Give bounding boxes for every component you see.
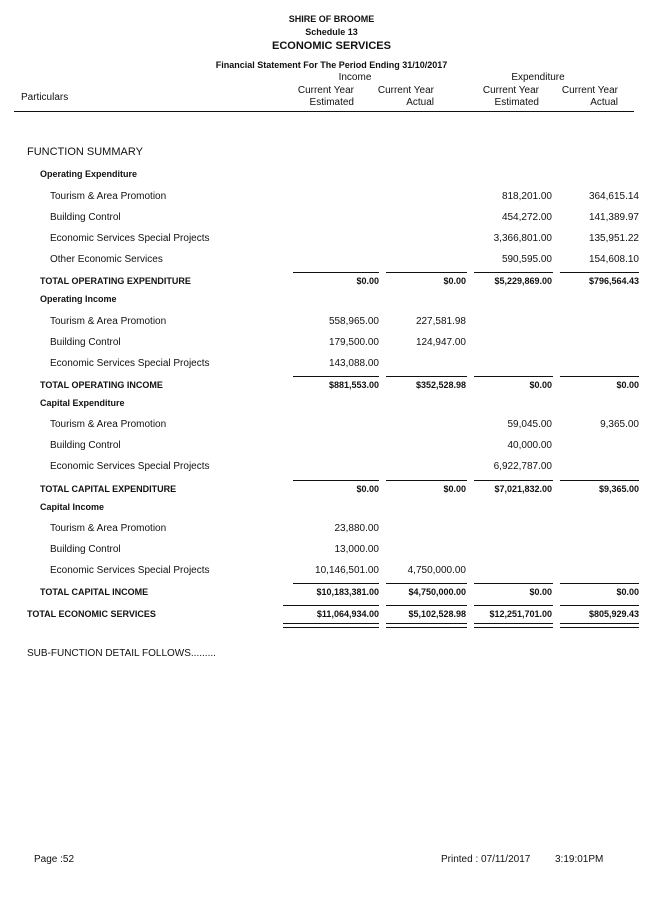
section-heading: Capital Income [40, 502, 105, 512]
expenditure-header: Expenditure [511, 72, 565, 83]
table-row: Building Control 179,500.00 124,947.00 [50, 337, 466, 348]
table-row: Economic Services Special Projects 10,146,501.00 4,750,000.00 [50, 565, 466, 576]
grand-total-rule [474, 605, 553, 606]
function-summary-heading: FUNCTION SUMMARY [27, 146, 143, 158]
section-heading: Operating Expenditure [40, 169, 138, 179]
double-underline [474, 623, 553, 628]
statement-subtitle: Financial Statement For The Period Ending 31/10/2017 [215, 60, 448, 70]
total-rule [293, 480, 379, 481]
expenditure-actual-header: Current Year Actual [561, 85, 618, 108]
printed-date: Printed : 07/11/2017 [441, 854, 531, 865]
total-row: TOTAL OPERATING INCOME $881,553.00 $352,528.98 $0.00 $0.00 [40, 380, 639, 390]
sub-function-note: SUB-FUNCTION DETAIL FOLLOWS......... [27, 648, 216, 659]
printed-time: 3:19:01PM [555, 854, 604, 865]
total-rule [474, 272, 553, 273]
section-heading: Capital Expenditure [40, 398, 125, 408]
grand-total-rule [386, 605, 467, 606]
double-underline [283, 623, 379, 628]
grand-total-rule [283, 605, 379, 606]
total-rule [293, 272, 379, 273]
total-rule [386, 272, 467, 273]
total-row: TOTAL CAPITAL INCOME $10,183,381.00 $4,750,000.00 $0.00 $0.00 [40, 587, 639, 597]
total-rule [386, 583, 467, 584]
total-rule [386, 376, 467, 377]
table-row: Building Control 40,000.00 [50, 440, 552, 451]
table-row: Tourism & Area Promotion 558,965.00 227,581.98 [50, 316, 466, 327]
total-rule [560, 583, 639, 584]
total-rule [474, 376, 553, 377]
expenditure-estimated-header: Current Year Estimated [482, 85, 539, 108]
table-row: Economic Services Special Projects 3,366,801.00 135,951.22 [50, 233, 639, 244]
income-actual-header: Current Year Actual [377, 85, 434, 108]
org-name: SHIRE OF BROOME [288, 14, 375, 24]
double-underline [386, 623, 467, 628]
table-row: Tourism & Area Promotion 59,045.00 9,365.00 [50, 419, 639, 430]
table-row: Economic Services Special Projects 6,922,787.00 [50, 461, 552, 472]
total-rule [293, 376, 379, 377]
grand-total-rule [560, 605, 639, 606]
total-rule [560, 272, 639, 273]
total-row: TOTAL OPERATING EXPENDITURE $0.00 $0.00 $5,229,869.00 $796,564.43 [40, 276, 639, 286]
total-rule [293, 583, 379, 584]
total-rule [560, 376, 639, 377]
particulars-header: Particulars [21, 92, 69, 103]
total-rule [386, 480, 467, 481]
table-row: Tourism & Area Promotion 23,880.00 [50, 523, 379, 534]
schedule-label: Schedule 13 [305, 27, 358, 37]
header-rule [14, 111, 634, 112]
page-number: Page :52 [34, 854, 75, 865]
double-underline [560, 623, 639, 628]
total-rule [474, 480, 553, 481]
income-estimated-header: Current Year Estimated [297, 85, 354, 108]
total-row: TOTAL CAPITAL EXPENDITURE $0.00 $0.00 $7,021,832.00 $9,365.00 [40, 484, 639, 494]
table-row: Economic Services Special Projects 143,088.00 [50, 358, 379, 369]
total-rule [560, 480, 639, 481]
income-header: Income [338, 72, 372, 83]
table-row: Building Control 454,272.00 141,389.97 [50, 212, 639, 223]
table-row: Other Economic Services 590,595.00 154,608.10 [50, 254, 639, 265]
section-heading: Operating Income [40, 294, 117, 304]
grand-total-row: TOTAL ECONOMIC SERVICES $11,064,934.00 $5,102,528.98 $12,251,701.00 $805,929.43 [27, 609, 639, 619]
table-row: Tourism & Area Promotion 818,201.00 364,615.14 [50, 191, 639, 202]
total-rule [474, 583, 553, 584]
page-title: ECONOMIC SERVICES [272, 40, 391, 52]
table-row: Building Control 13,000.00 [50, 544, 379, 555]
